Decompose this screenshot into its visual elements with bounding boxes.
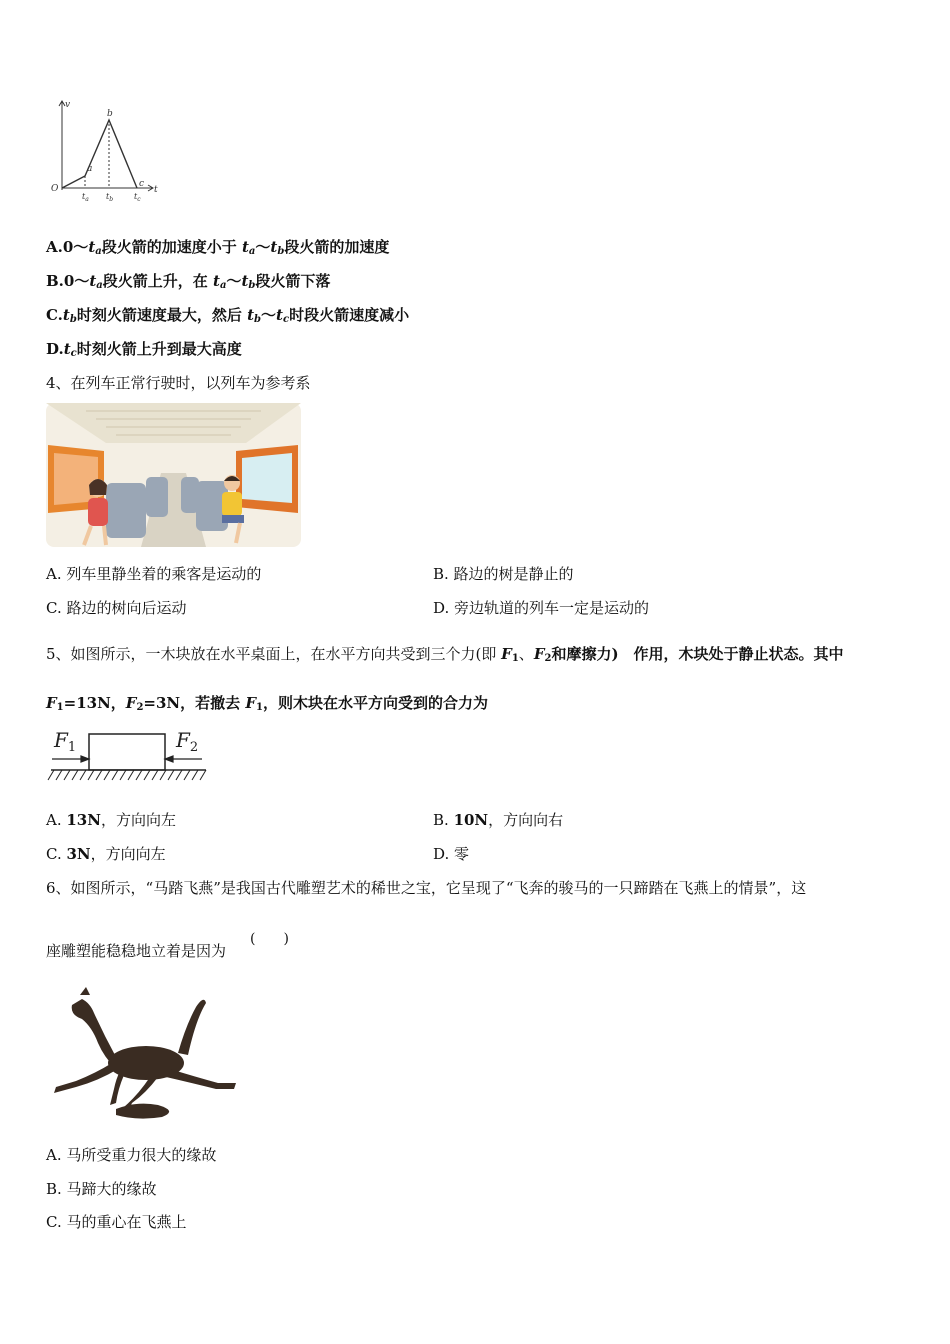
q6-option-c: C. 马的重心在飞燕上: [46, 1213, 187, 1231]
q5-option-a: A. 13N，方向向左: [46, 811, 176, 829]
q4-option-c: C. 路边的树向后运动: [46, 599, 187, 617]
q5-option-d: D. 零: [433, 845, 470, 863]
q5-option-b: B. 10N，方向向右: [433, 811, 564, 829]
point-a-label: a: [87, 164, 93, 174]
f2-label: $F_2$: [176, 728, 199, 755]
q3-option-b: $B.0\sim t_a$段火箭上升，在 $t_a\sim t_b$段火箭下落: [46, 272, 331, 291]
origin-label: O: [51, 184, 59, 194]
velocity-time-graph: [45, 98, 165, 208]
q4-option-a: A. 列车里静坐着的乘客是运动的: [46, 565, 262, 583]
point-c-label: c: [139, 179, 145, 189]
f1-label: $F_1$: [54, 728, 77, 755]
tick-tc: $t_c$: [134, 192, 141, 203]
galloping-horse-sculpture: [46, 985, 241, 1125]
q3-option-c: $C.t_b$时刻火箭速度最大，然后 $t_b\sim t_c$时段火箭速度减小: [46, 306, 410, 325]
q6-stem-line2: 座雕塑能稳稳地立着是因为: [46, 942, 227, 960]
wooden-block: [89, 734, 165, 770]
q4-option-d: D. 旁边轨道的列车一定是运动的: [433, 599, 650, 617]
q4-option-b: B. 路边的树是静止的: [433, 565, 574, 583]
vt-line: [62, 120, 137, 188]
q5-stem-line2: $F_1=13N$，$F_2=3N$，若撤去 $F_1$，则木块在水平方向受到的合力为: [46, 694, 488, 713]
train-interior-illustration: [46, 403, 301, 547]
q6-stem-line1: 6、如图所示，“马踏飞燕”是我国古代雕塑艺术的稀世之宝，它呈现了“飞奔的骏马的一只蹄踏在飞燕上的情景”，这: [46, 879, 807, 897]
tick-tb: $t_b$: [106, 192, 114, 203]
block-force-diagram: [46, 722, 211, 786]
v-axis-label: v: [65, 100, 71, 110]
q3-option-a: $A.0\sim t_a$段火箭的加速度小于 $t_a\sim t_b$段火箭的加速度: [46, 238, 390, 257]
q6-option-b: B. 马蹄大的缘故: [46, 1180, 157, 1198]
q3-option-d: $D.t_c$时刻火箭上升到最大高度: [46, 340, 242, 359]
point-b-label: b: [107, 109, 113, 119]
tick-ta: $t_a$: [82, 192, 89, 203]
q4-stem: 4、在列车正常行驶时，以列车为参考系: [46, 374, 311, 392]
q5-stem-line1: 5、如图所示，一木块放在水平桌面上，在水平方向共受到三个力(即 $F_1$、$F_2$和摩擦力) 作用，木块处于静止状态。其中: [46, 645, 844, 664]
q6-option-a: A. 马所受重力很大的缘故: [46, 1146, 217, 1164]
q6-answer-paren: ( ): [250, 931, 289, 947]
t-axis-label: t: [154, 185, 158, 195]
q5-option-c: C. 3N，方向向左: [46, 845, 166, 863]
